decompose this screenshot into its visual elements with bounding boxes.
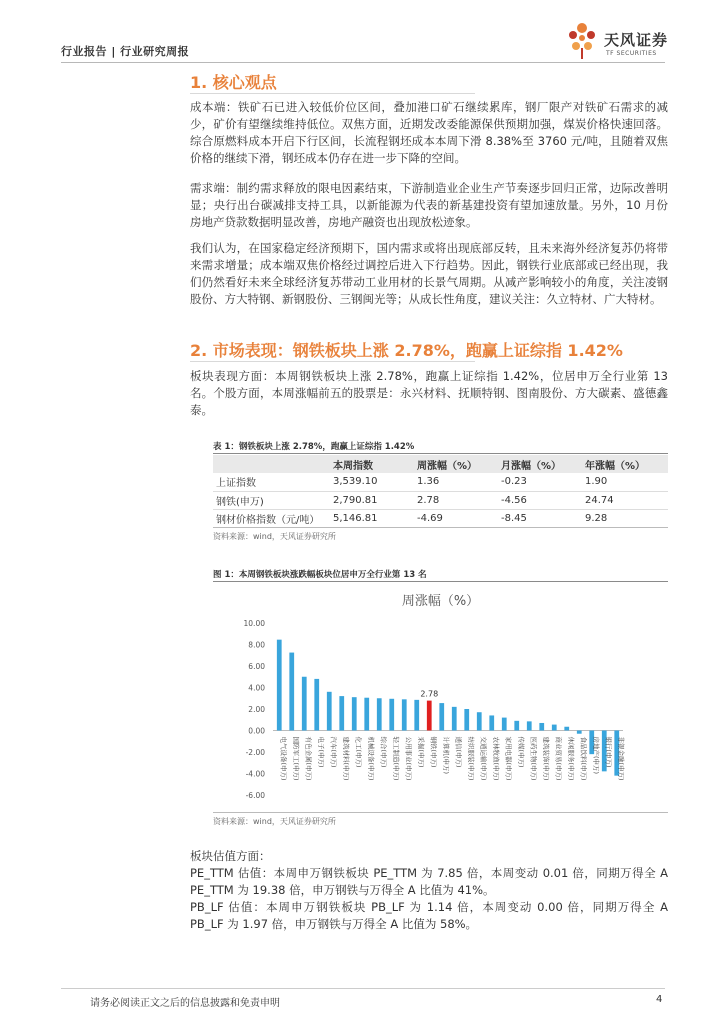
bar (377, 698, 382, 730)
table-cell: 1.90 (582, 473, 668, 491)
table-cell: 钢铁(申万) (213, 491, 330, 509)
bar (452, 707, 457, 731)
table-row (213, 509, 668, 527)
x-category-label: 建筑装饰(申万) (541, 736, 550, 781)
x-category-label: 综合(申万) (379, 736, 388, 768)
table-header-cell: 本周指数 (330, 455, 414, 473)
table-header-cell: 周涨幅（%） (414, 455, 498, 473)
bar-highlight (427, 701, 432, 731)
table-cell: 5,146.81 (330, 509, 414, 527)
x-category-label: 公用事业(申万) (404, 736, 413, 781)
logo-flower-icon (566, 20, 598, 60)
logo-chinese-name: 天风证券 (604, 31, 669, 49)
x-category-label: 商业贸易(申万) (554, 736, 563, 781)
bar (489, 715, 494, 730)
table-row (213, 491, 668, 509)
section-divider (190, 361, 475, 362)
x-category-label: 纺织服装(申万) (466, 736, 475, 781)
table-header-cell: 月涨幅（%） (498, 455, 582, 473)
paragraph-conclusion: 我们认为，在国家稳定经济预期下，国内需求或将出现底部反转，且未来海外经济复苏仍将带来需求增量；成本端双焦价格经过调控后进入下行趋势。因此，钢铁行业底部或已经出现，我们仍然看好未来全球经济复苏带动工业用材的长景气周期。从减产影响较小的角度，关注凌钢股份、方大特钢、新钢股份、三钢闽光等；从成长性角度，建议关注：久立特材、广大特材。 (190, 241, 668, 306)
table-cell: 上证指数 (213, 473, 330, 491)
bar (289, 653, 294, 731)
paragraph-sector-performance: 板块表现方面：本周钢铁板块上涨 2.78%，跑赢上证综指 1.42%，位居申万全行业第 13 名。个股方面，本周涨幅前五的股票是：永兴材料、抚顺特钢、图南股份、方大碳素、盛德鑫泰。 (190, 369, 668, 417)
x-category-label: 通信(申万) (454, 736, 463, 768)
bar (552, 725, 557, 731)
table-cell: 2,790.81 (330, 491, 414, 509)
bar (564, 727, 569, 731)
x-category-label: 交通运输(申万) (479, 736, 488, 781)
x-category-label: 银行(申万) (604, 736, 613, 768)
x-category-label: 休闲服务(申万) (566, 736, 575, 781)
y-tick-label: 4.00 (248, 683, 265, 693)
x-category-label: 家用电器(申万) (504, 736, 513, 781)
x-category-label: 食品饮料(申万) (579, 736, 588, 781)
bar (339, 696, 344, 730)
y-tick-label: 2.00 (248, 705, 265, 714)
page-number: 4 (656, 994, 663, 1005)
x-category-label: 计算机(申万) (441, 736, 450, 775)
section-title-market-performance: 2. 市场表现：钢铁板块上涨 2.78%，跑赢上证综指 1.42% (190, 341, 623, 360)
x-category-label: 国防军工(申万) (291, 736, 300, 781)
data-label: 2.78 (420, 689, 439, 699)
footer-disclaimer: 请务必阅读正文之后的信息披露和免责申明 (90, 998, 280, 1009)
logo-english-name: TF SECURITIES (606, 50, 657, 57)
y-tick-label: -6.00 (245, 791, 265, 800)
paragraph-pe-valuation: PE_TTM 估值：本周申万钢铁板块 PE_TTM 为 7.85 倍，本周变动 0.01 倍，同期万得全 A PE_TTM 为 19.38 倍，申万钢铁与万得全 A 比值为 41%。 (190, 866, 668, 897)
header-divider (61, 62, 665, 63)
x-category-label: 房地产(申万) (591, 736, 600, 775)
y-tick-label: 6.00 (248, 662, 265, 671)
bar (314, 679, 319, 731)
bar (527, 721, 532, 730)
footer-divider (61, 988, 665, 989)
table-caption: 表 1：钢铁板块上涨 2.78%，跑赢上证综指 1.42% (213, 442, 415, 452)
bar-chart-svg (213, 585, 668, 810)
x-category-label: 非银金融(申万) (616, 736, 625, 781)
y-tick-label: 0.00 (248, 726, 265, 736)
x-category-label: 化工(申万) (354, 736, 363, 768)
bar (477, 712, 482, 730)
x-category-label: 农林牧渔(申万) (491, 736, 500, 781)
section-divider (190, 93, 475, 94)
company-logo (566, 20, 676, 60)
x-category-label: 建筑材料(申万) (341, 736, 350, 781)
bar (439, 703, 444, 730)
table-header-cell (213, 455, 330, 473)
y-tick-label: -4.00 (245, 769, 265, 779)
table-cell: -8.45 (498, 509, 582, 527)
bar (389, 699, 394, 731)
page-header (0, 0, 724, 64)
x-category-label: 医药生物(申万) (529, 736, 538, 781)
table-source-rule (213, 527, 668, 528)
chart-title: 周涨幅（%） (401, 594, 480, 609)
table-cell: 钢材价格指数（元/吨） (213, 509, 330, 527)
y-tick-label: -2.00 (245, 748, 265, 757)
bar (364, 698, 369, 731)
table-cell: 2.78 (414, 491, 498, 509)
table-cell: -0.23 (498, 473, 582, 491)
bar (277, 640, 282, 731)
paragraph-demand-side: 需求端：制约需求释放的限电因素结束，下游制造业企业生产节奏逐步回归正常，边际改善明显；央行出台碳减排支持工具，以新能源为代表的新基建投资有望加速放量。另外，10 月份房地产贷款数据明显改善，房地产融资也出现放松迹象。 (190, 181, 668, 229)
y-tick-label: 10.00 (243, 619, 265, 628)
table-cell: 24.74 (582, 491, 668, 509)
bar (352, 697, 357, 730)
x-category-label: 电气设备(申万) (279, 736, 288, 781)
x-category-label: 采掘(申万) (416, 736, 425, 768)
figure-source-rule (213, 812, 668, 813)
figure-caption: 图 1：本周钢铁板块涨跌幅板块位居申万全行业第 13 名 (213, 570, 427, 580)
table-header-cell: 年涨幅（%） (582, 455, 668, 473)
bar (502, 718, 507, 731)
bar (327, 692, 332, 731)
section-title-core-views: 1. 核心观点 (190, 73, 277, 92)
valuation-heading: 板块估值方面： (190, 849, 271, 863)
figure-source: 资料来源：wind，天风证券研究所 (213, 817, 336, 826)
bar (514, 721, 519, 731)
table-caption-rule (213, 453, 668, 454)
bar (577, 731, 582, 734)
table-header-row (213, 455, 668, 473)
y-tick-label: 8.00 (248, 640, 265, 650)
figure-caption-rule (213, 581, 668, 582)
table-cell: 3,539.10 (330, 473, 414, 491)
bar (464, 709, 469, 731)
table-cell: 9.28 (582, 509, 668, 527)
x-category-label: 有色金属(申万) (304, 736, 313, 781)
table-cell: -4.69 (414, 509, 498, 527)
table-cell: -4.56 (498, 491, 582, 509)
x-category-label: 机械设备(申万) (366, 736, 375, 781)
weekly-change-chart (213, 585, 668, 810)
report-type-label: 行业报告 | 行业研究周报 (61, 45, 190, 58)
table-cell: 1.36 (414, 473, 498, 491)
index-performance-table (213, 455, 668, 528)
x-category-label: 电子(申万) (316, 736, 325, 768)
bar (402, 699, 407, 730)
x-category-label: 钢铁(申万) (429, 736, 438, 768)
bar (539, 723, 544, 731)
table-source: 资料来源：wind，天风证券研究所 (213, 532, 336, 541)
table-row (213, 473, 668, 491)
paragraph-cost-side: 成本端：铁矿石已进入较低价位区间，叠加港口矿石继续累库，钢厂限产对铁矿石需求的减少，矿价有望继续维持低位。双焦方面，近期发改委能源保供预期加强，煤炭价格快速回落。综合原燃料成本开启下行区间，长流程钢坯成本本周下滑 8.38%至 3760 元/吨，且随着双焦价格的继续下滑，钢坯成本仍存在进一步下降的空间。 (190, 100, 668, 165)
paragraph-pb-valuation: PB_LF 估值：本周申万钢铁板块 PB_LF 为 1.14 倍，本周变动 0.00 倍，同期万得全 A PB_LF 为 1.97 倍，申万钢铁与万得全 A 比值为 58%。 (190, 900, 668, 931)
x-category-label: 传媒(申万) (516, 736, 525, 768)
bar (414, 700, 419, 731)
bar (302, 677, 307, 731)
x-category-label: 汽车(申万) (329, 736, 338, 768)
x-category-label: 轻工制造(申万) (391, 736, 400, 781)
